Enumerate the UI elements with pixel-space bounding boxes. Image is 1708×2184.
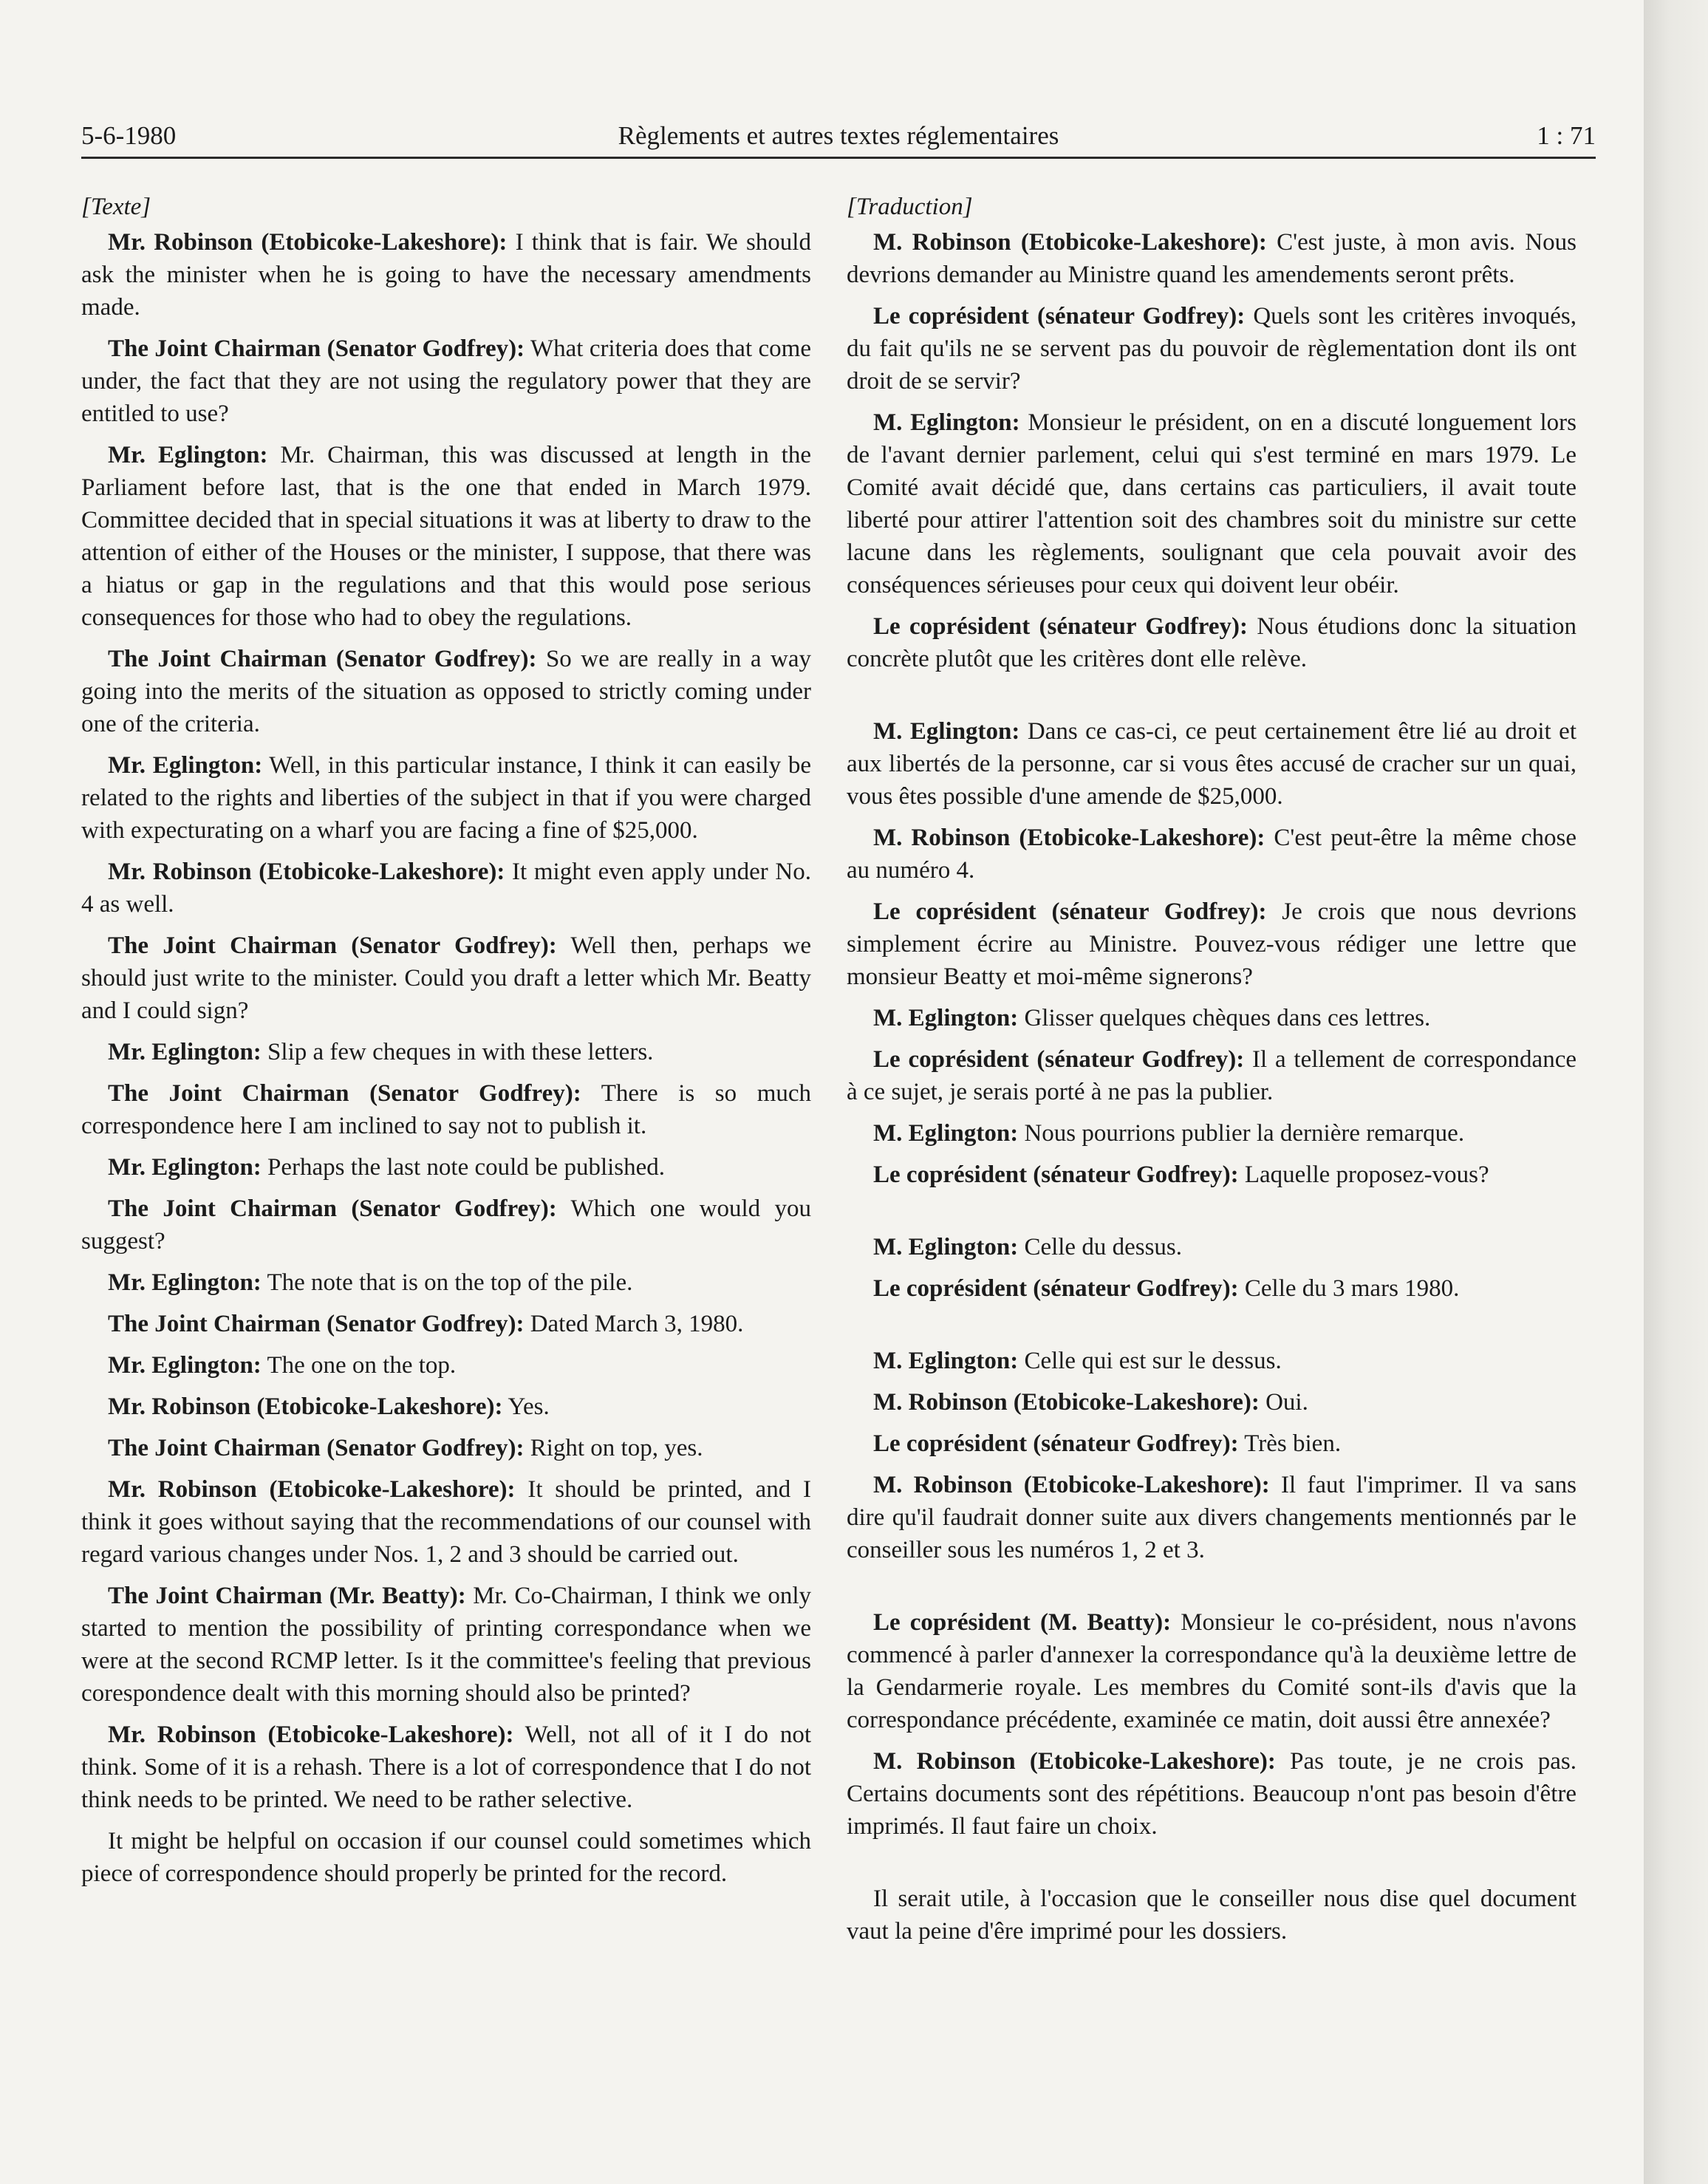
transcript-paragraph [847, 226, 1577, 291]
transcript-paragraph [81, 1077, 811, 1142]
speech-text: Celle qui est sur le dessus. [1018, 1348, 1282, 1374]
transcript-paragraph [847, 1002, 1577, 1034]
speaker-name: Mr. Eglington: [108, 752, 263, 779]
speech-text: Laquelle proposez-vous? [1238, 1161, 1489, 1188]
speaker-name: M. Eglington: [873, 1005, 1019, 1031]
speaker-name: The Joint Chairman (Senator Godfrey): [108, 932, 557, 959]
speech-text: The one on the top. [261, 1352, 457, 1379]
speaker-name: Mr. Eglington: [108, 1269, 262, 1296]
speech-text: Mr. Chairman, this was discussed at length in the Parliament before last, that is the one that ended in March 1979. Committee decided that in special situations it was at liberty to draw to the attention of either of the Houses or the minister, I suppose, that there was a hiatus or gap in the regulations and that this would pose serious consequences for those who had to obey the regulations. [81, 442, 811, 631]
transcript-paragraph [81, 1349, 811, 1382]
transcript-paragraph [81, 332, 811, 430]
page-edge [1644, 0, 1708, 2184]
transcript-paragraph [81, 1390, 811, 1423]
transcript-paragraph [847, 1606, 1577, 1736]
speech-text: Well, in this particular instance, I think it can easily be related to the rights and liberties of the subject in that if you were charged with expecturating on a wharf you are facing a fine of $25,000. [81, 752, 812, 844]
transcript-paragraph [847, 715, 1577, 813]
speech-text: Je crois que nous devrions simplement écrire au Ministre. Pouvez-vous rédiger une lettre que monsieur Beatty et moi-même signerons? [847, 898, 1577, 990]
transcript-paragraph [847, 1117, 1577, 1150]
transcript-paragraph [847, 610, 1577, 675]
speaker-name: The Joint Chairman (Senator Godfrey): [108, 646, 537, 672]
transcript-paragraph [847, 1231, 1577, 1263]
speaker-name: The Joint Chairman (Senator Godfrey): [108, 1195, 557, 1222]
french-column [847, 191, 1577, 1956]
transcript-paragraph [81, 1192, 811, 1257]
speech-text: Il faut l'imprimer. Il va sans dire qu'il faudrait donner suite aux divers changements mentionnés par le conseiller sous les numéros 1, 2 et 3. [847, 1472, 1577, 1563]
transcript-paragraph [81, 1266, 811, 1299]
transcript-paragraph [81, 1308, 811, 1340]
speech-text: I think that is fair. We should ask the minister when he is going to have the necessary amendments made. [81, 229, 811, 321]
speaker-name: Mr. Eglington: [108, 1154, 262, 1181]
speech-text: Mr. Co-Chairman, I think we only started to mention the possibility of printing correspondance when we were at the second RCMP letter. Is it the committee's feeling that previous corespondence dealt with this morning should also be printed? [81, 1583, 811, 1707]
transcript-paragraph [81, 749, 811, 847]
speech-text: Glisser quelques chèques dans ces lettres. [1018, 1005, 1431, 1031]
speaker-name: Le coprésident (sénateur Godfrey): [873, 898, 1267, 925]
speech-text: Nous étudions donc la situation concrète plutôt que les critères dont elle relève. [847, 613, 1577, 672]
page-header [81, 118, 1596, 159]
speech-text: So we are really in a way going into the merits of the situation as opposed to strictly coming under one of the criteria. [81, 646, 812, 737]
transcript-paragraph [847, 1469, 1577, 1566]
speaker-name: Le coprésident (sénateur Godfrey): [873, 303, 1246, 330]
speaker-name: M. Eglington: [873, 1120, 1019, 1147]
header-title: Règlements et autres textes réglementaires [618, 121, 1059, 150]
speaker-name: Le coprésident (M. Beatty): [873, 1609, 1172, 1636]
speaker-name: Mr. Eglington: [108, 1039, 262, 1065]
transcript-paragraph [847, 1386, 1577, 1419]
speaker-name: M. Eglington: [873, 1234, 1019, 1260]
speech-text: Oui. [1259, 1389, 1308, 1416]
speaker-name: The Joint Chairman (Senator Godfrey): [108, 1435, 525, 1461]
speaker-name: Le coprésident (sénateur Godfrey): [873, 1046, 1245, 1073]
transcript-paragraph [847, 895, 1577, 993]
speech-text: Il serait utile, à l'occasion que le conseiller nous dise quel document vaut la peine d'êre imprimé pour les dossiers. [847, 1886, 1577, 1945]
speaker-name: Mr. Robinson (Etobicoke-Lakeshore): [108, 859, 505, 885]
transcript-paragraph [847, 1883, 1577, 1948]
speaker-name: Mr. Eglington: [108, 1352, 262, 1379]
speech-text: It might even apply under No. 4 as well. [81, 859, 811, 918]
transcript-paragraph [81, 439, 811, 634]
speech-text: Yes. [502, 1393, 550, 1420]
transcript-paragraph [847, 1043, 1577, 1108]
transcript-paragraph [847, 1745, 1577, 1843]
speech-text: Slip a few cheques in with these letters. [261, 1039, 654, 1065]
speech-text: The note that is on the top of the pile. [261, 1269, 633, 1296]
speaker-name: Mr. Robinson (Etobicoke-Lakeshore): [108, 1393, 503, 1420]
speaker-name: M. Eglington: [873, 409, 1020, 436]
speaker-name: Le coprésident (sénateur Godfrey): [873, 1275, 1239, 1302]
speech-text: Well, not all of it I do not think. Some of it is a rehash. There is a lot of correspondence that I do not think needs to be printed. We need to be rather selective. [81, 1721, 811, 1813]
speech-text: Il a tellement de correspondance à ce sujet, je serais porté à ne pas la publier. [847, 1046, 1577, 1105]
speech-text: It might be helpful on occasion if our counsel could sometimes which piece of correspondence should properly be printed for the record. [81, 1828, 811, 1887]
transcript-paragraph [847, 822, 1577, 887]
speech-text: Monsieur le co-président, nous n'avons commencé à parler d'annexer la correspondance qu'à la deuxième lettre de la Gendarmerie royale. Les membres du Comité sont-ils d'avis que la correspondance précédente, examinée ce matin, doit aussi être annexée? [847, 1609, 1577, 1733]
speaker-name: Mr. Robinson (Etobicoke-Lakeshore): [108, 1721, 514, 1748]
section-label: [Texte] [81, 194, 151, 220]
speaker-name: The Joint Chairman (Mr. Beatty): [108, 1583, 466, 1609]
speaker-name: Le coprésident (sénateur Godfrey): [873, 1161, 1239, 1188]
transcript-paragraph [81, 929, 811, 1027]
transcript-paragraph [847, 1345, 1577, 1377]
header-date: 5-6-1980 [81, 121, 177, 150]
speaker-name: M. Robinson (Etobicoke-Lakeshore): [873, 1748, 1276, 1775]
speaker-name: Le coprésident (sénateur Godfrey): [873, 1430, 1239, 1457]
transcript-paragraph [81, 856, 811, 921]
speaker-name: The Joint Chairman (Senator Godfrey): [108, 335, 525, 362]
transcript-paragraph [81, 1719, 811, 1816]
speaker-name: Mr. Eglington: [108, 442, 268, 468]
speech-text: Well then, perhaps we should just write to the minister. Could you draft a letter which Mr. Beatty and I could sign? [81, 932, 811, 1024]
header-page-number: 1 : 71 [1537, 121, 1596, 150]
speaker-name: M. Robinson (Etobicoke-Lakeshore): [873, 1472, 1270, 1498]
speech-text: Monsieur le président, on en a discuté longuement lors de l'avant dernier parlement, celui qui s'est terminé en mars 1979. Le Comité avait décidé que, dans certains cas particuliers, il avait toute liberté pour attirer l'attention soit des chambres soit du ministre sur cette lacune dans les règlements, soulignant que cela pouvait avoir des conséquences sérieuses pour ceux qui doivent leur obéir. [847, 409, 1577, 598]
speech-text: Nous pourrions publier la dernière remarque. [1018, 1120, 1465, 1147]
transcript-paragraph [847, 1427, 1577, 1460]
speaker-name: Mr. Robinson (Etobicoke-Lakeshore): [108, 1476, 516, 1503]
speech-text: Right on top, yes. [524, 1435, 703, 1461]
transcript-paragraph [81, 1473, 811, 1571]
speech-text: Très bien. [1238, 1430, 1342, 1457]
speech-text: What criteria does that come under, the fact that they are not using the regulatory power that they are entitled to use? [81, 335, 811, 427]
speaker-name: M. Robinson (Etobicoke-Lakeshore): [873, 1389, 1260, 1416]
speech-text: Celle du 3 mars 1980. [1238, 1275, 1460, 1302]
transcript-paragraph [81, 1036, 811, 1068]
transcript-paragraph [81, 1151, 811, 1184]
speech-text: Pas toute, je ne crois pas. Certains documents sont des répétitions. Beaucoup n'ont pas besoin d'être imprimés. Il faut faire un choix. [847, 1748, 1577, 1840]
speech-text: Which one would you suggest? [81, 1195, 812, 1255]
speech-text: Quels sont les critères invoqués, du fait qu'ils ne se servent pas du pouvoir de règlementation dont ils ont droit de se servir? [847, 303, 1577, 395]
transcript-paragraph [81, 1580, 811, 1710]
speaker-name: M. Robinson (Etobicoke-Lakeshore): [873, 229, 1267, 256]
speaker-name: Mr. Robinson (Etobicoke-Lakeshore): [108, 229, 508, 256]
speaker-name: The Joint Chairman (Senator Godfrey): [108, 1080, 581, 1107]
speaker-name: M. Robinson (Etobicoke-Lakeshore): [873, 825, 1265, 851]
speech-text: C'est peut-être la même chose au numéro 4. [847, 825, 1577, 884]
speech-text: Celle du dessus. [1018, 1234, 1183, 1260]
transcript-paragraph [847, 1272, 1577, 1305]
speech-text: Dated March 3, 1980. [524, 1311, 744, 1337]
speech-text: Dans ce cas-ci, ce peut certainement être lié au droit et aux libertés de la personne, car si vous êtes accusé de cracher sur un quai, vous êtes possible d'une amende de $25,000. [847, 718, 1577, 810]
speech-text: C'est juste, à mon avis. Nous devrions demander au Ministre quand les amendements seront prêts. [847, 229, 1577, 288]
speaker-name: Le coprésident (sénateur Godfrey): [873, 613, 1248, 640]
transcript-paragraph [847, 406, 1577, 601]
speech-text: There is so much correspondence here I am inclined to say not to publish it. [81, 1080, 812, 1139]
transcript-paragraph [81, 1432, 811, 1464]
transcript-paragraph [847, 300, 1577, 397]
speech-text: It should be printed, and I think it goes without saying that the recommendations of our counsel with regard various changes under Nos. 1, 2 and 3 should be carried out. [81, 1476, 811, 1568]
transcript-paragraph [81, 643, 811, 740]
speech-text: Perhaps the last note could be published. [261, 1154, 666, 1181]
speaker-name: M. Eglington: [873, 1348, 1019, 1374]
speaker-name: The Joint Chairman (Senator Godfrey): [108, 1311, 525, 1337]
speaker-name: M. Eglington: [873, 718, 1020, 745]
english-column [81, 191, 811, 1899]
transcript-paragraph [81, 1825, 811, 1890]
transcript-paragraph [847, 1158, 1577, 1191]
section-label: [Traduction] [847, 194, 973, 220]
transcript-paragraph [81, 226, 811, 324]
